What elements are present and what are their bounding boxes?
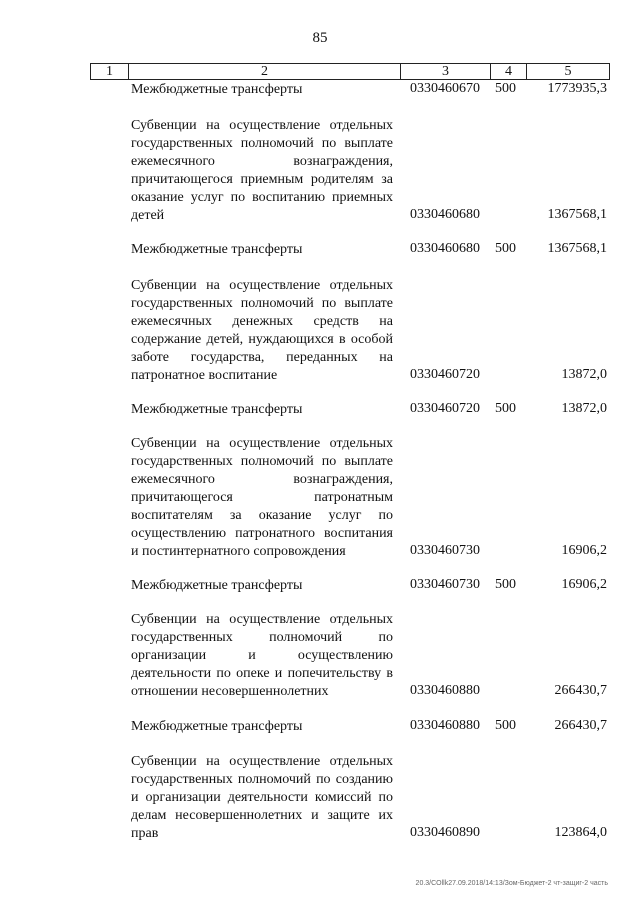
- row-amount: 1773935,3: [547, 81, 607, 96]
- row-type: 500: [495, 718, 516, 733]
- row-description: Межбюджетные трансферты: [131, 578, 303, 593]
- row-description: Межбюджетные трансферты: [131, 402, 303, 417]
- page-number: 85: [312, 30, 328, 46]
- row-description: Субвенции на осуществление отдельных государственных полномочий по выплате ежемесячного вознаграждения, причитающегося приемным родителям за оказание услуг по воспитанию приемных детей: [131, 118, 393, 223]
- header-col-4: 4: [491, 64, 527, 79]
- row-description: Субвенции на осуществление отдельных государственных полномочий по организации и осуществлению деятельности по опеке и попечительству в отношении несовершеннолетних: [131, 612, 393, 699]
- row-amount: 123864,0: [554, 825, 607, 840]
- row-amount: 16906,2: [561, 577, 607, 592]
- header-col-5: 5: [564, 64, 572, 79]
- row-amount: 13872,0: [561, 367, 607, 382]
- row-type: 500: [495, 81, 516, 96]
- header-col-1: 1: [91, 64, 129, 79]
- row-code: 0330460720: [410, 367, 480, 382]
- row-code: 0330460680: [410, 207, 480, 222]
- row-code: 0330460680: [410, 241, 480, 256]
- row-description: Межбюджетные трансферты: [131, 82, 303, 97]
- row-amount: 266430,7: [554, 683, 607, 698]
- row-code: 0330460880: [410, 683, 480, 698]
- row-code: 0330460730: [410, 543, 480, 558]
- row-description: Субвенции на осуществление отдельных государственных полномочий по созданию и организации деятельности комиссий по делам несовершеннолетних и защите их прав: [131, 754, 393, 841]
- row-amount: 1367568,1: [547, 207, 607, 222]
- row-description: Субвенции на осуществление отдельных государственных полномочий по выплате ежемесячных денежных средств на содержание детей, нуждающихся в особой заботе государства, переданных на патронатное воспитание: [131, 278, 393, 383]
- row-code: 0330460880: [410, 718, 480, 733]
- header-col-2: 2: [129, 64, 401, 79]
- footer-file-stamp: 20.3/COllk27.09.2018/14:13/Зом-Бюджет-2 чт-защиг-2 часть: [415, 880, 608, 887]
- row-code: 0330460720: [410, 401, 480, 416]
- row-amount: 1367568,1: [547, 241, 607, 256]
- row-description: Субвенции на осуществление отдельных государственных полномочий по выплате ежемесячного вознаграждения, причитающегося патронатным воспитателям за оказание услуг по осуществлению патронатного воспитания и постинтернатного сопровождения: [131, 436, 393, 559]
- table-header-row: [90, 63, 610, 80]
- row-amount: 16906,2: [561, 543, 607, 558]
- row-code: 0330460890: [410, 825, 480, 840]
- row-code: 0330460670: [410, 81, 480, 96]
- row-amount: 13872,0: [561, 401, 607, 416]
- row-description: Межбюджетные трансферты: [131, 719, 303, 734]
- header-col-3: 3: [401, 64, 491, 79]
- row-code: 0330460730: [410, 577, 480, 592]
- row-type: 500: [495, 577, 516, 592]
- row-type: 500: [495, 241, 516, 256]
- row-type: 500: [495, 401, 516, 416]
- row-amount: 266430,7: [554, 718, 607, 733]
- row-description: Межбюджетные трансферты: [131, 242, 303, 257]
